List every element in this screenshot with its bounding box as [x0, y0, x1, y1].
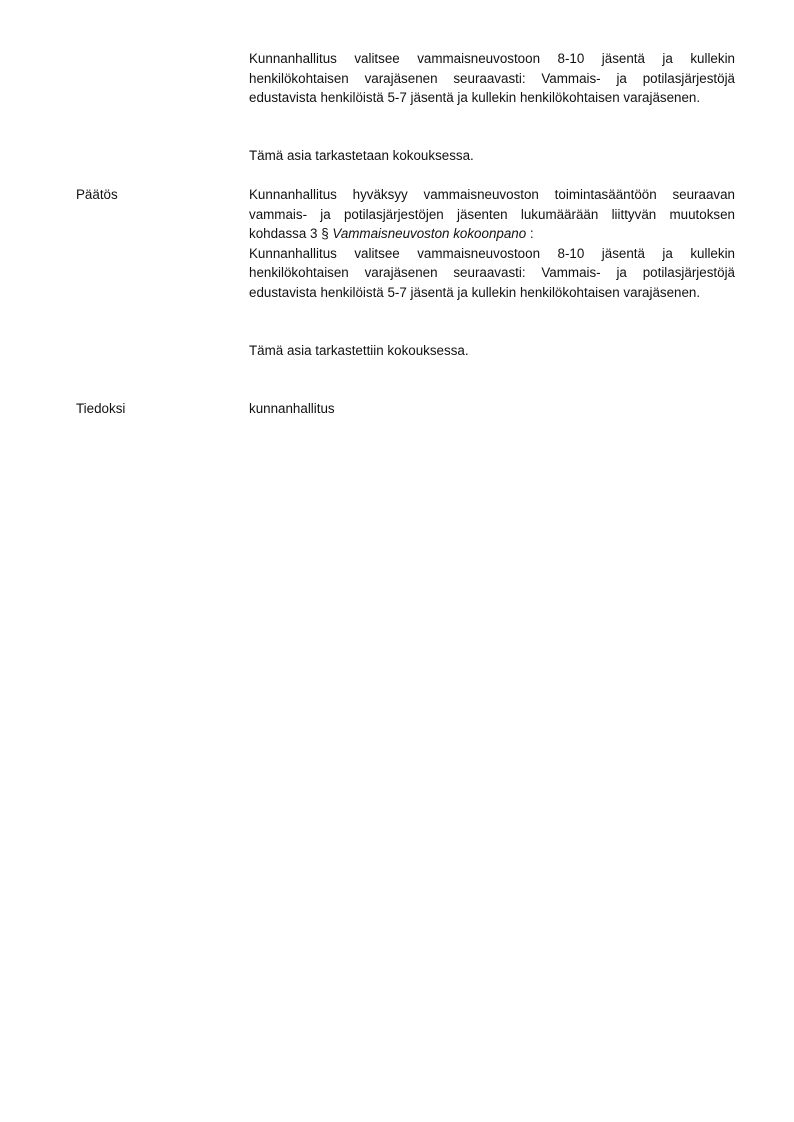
distribution-label-cell [76, 399, 236, 419]
decision-label: Päätös [76, 187, 118, 202]
decision-text-after: : [526, 226, 534, 241]
distribution-value: kunnanhallitus [249, 401, 335, 416]
intro-note [249, 146, 735, 166]
intro-section [249, 49, 735, 108]
decision-label-cell [76, 185, 236, 205]
decision-section [249, 185, 735, 302]
decision-check-note: Tämä asia tarkastettiin kokouksessa. [249, 343, 469, 358]
decision-section-title: Vammaisneuvoston kokoonpano [332, 226, 527, 241]
distribution-section [249, 399, 735, 419]
intro-check-note: Tämä asia tarkastetaan kokouksessa. [249, 148, 474, 163]
decision-rule-paragraph: Kunnanhallitus valitsee vammaisneuvostoon 8-10 jäsentä ja kullekin henkilökohtaisen varajäsenen seuraavasti: Vammais- ja potilasjärjestöjä edustavista henkilöistä 5-7 jäsentä ja kullekin henkilökohtaisen varajäsenen. [249, 245, 735, 300]
decision-text-before: Kunnanhallitus hyväksyy vammaisneuvoston toimintasääntöön seuraavan vammais- ja potilasjärjestöjen jäsenten lukumäärään liittyvän muutoksen kohdassa 3 § [249, 187, 735, 241]
decision-paragraph [249, 185, 735, 244]
decision-note [249, 341, 735, 361]
distribution-label: Tiedoksi [76, 401, 126, 416]
intro-paragraph: Kunnanhallitus valitsee vammaisneuvostoon 8-10 jäsentä ja kullekin henkilökohtaisen varajäsenen seuraavasti: Vammais- ja potilasjärjestöjä edustavista henkilöistä 5-7 jäsentä ja kullekin henkilökohtaisen varajäsenen. [249, 51, 735, 105]
